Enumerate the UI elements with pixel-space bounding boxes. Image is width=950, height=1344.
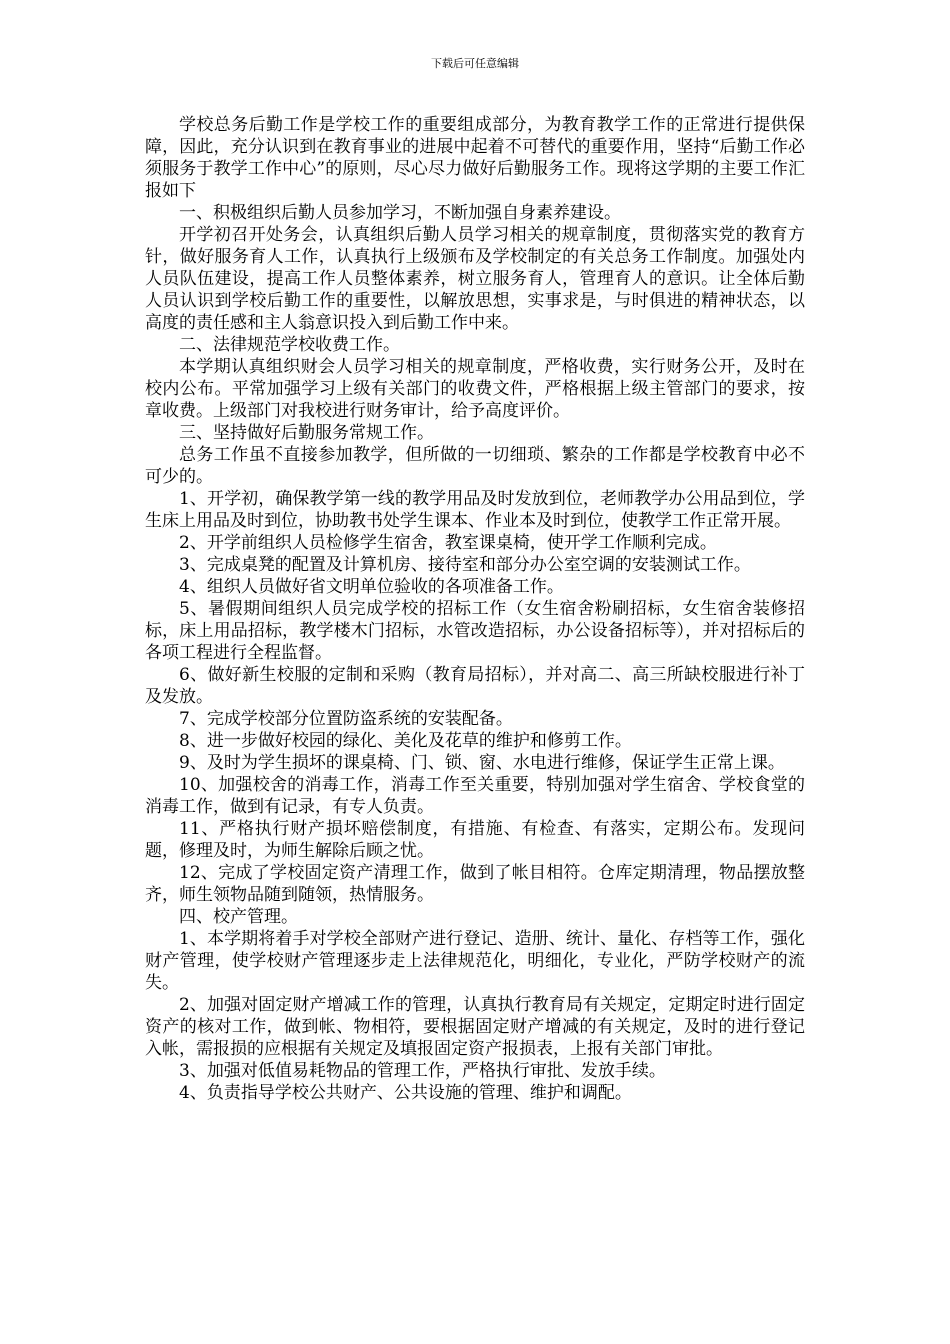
- section-heading-2: 二、法律规范学校收费工作。: [179, 335, 400, 355]
- list-item: 10、加强校舍的消毒工作，消毒工作至关重要，特别加强对学生宿舍、学校食堂的消毒工作，做到有记录，有专人负责。: [145, 775, 805, 817]
- list-item: 6、做好新生校服的定制和采购（教育局招标），并对高二、高三所缺校服进行补丁及发放。: [145, 665, 805, 707]
- section-heading-4: 四、校产管理。: [179, 907, 298, 927]
- list-item: 4、负责指导学校公共财产、公共设施的管理、维护和调配。: [179, 1083, 632, 1103]
- list-item: 12、完成了学校固定资产清理工作，做到了帐目相符。仓库定期清理，物品摆放整齐，师生领物品随到随领，热情服务。: [145, 863, 805, 905]
- list-item: 3、加强对低值易耗物品的管理工作，严格执行审批、发放手续。: [179, 1061, 666, 1081]
- list-item: 4、组织人员做好省文明单位验收的各项准备工作。: [179, 577, 564, 597]
- list-item: 9、及时为学生损坏的课桌椅、门、锁、窗、水电进行维修，保证学生正常上课。: [179, 753, 785, 773]
- section-heading-1: 一、积极组织后勤人员参加学习，不断加强自身素养建设。: [179, 203, 621, 223]
- list-item: 1、本学期将着手对学校全部财产进行登记、造册、统计、量化、存档等工作，强化财产管理，使学校财产管理逐步走上法律规范化，明细化，专业化，严防学校财产的流失。: [145, 929, 805, 993]
- list-item: 2、加强对固定财产增减工作的管理，认真执行教育局有关规定，定期定时进行固定资产的核对工作，做到帐、物相符，要根据固定财产增减的有关规定，及时的进行登记入帐，需报损的应根据有关规定及填报固定资产报损表，上报有关部门审批。: [145, 995, 805, 1059]
- download-editable-note: 下载后可任意编辑: [431, 57, 519, 70]
- list-item: 8、进一步做好校园的绿化、美化及花草的维护和修剪工作。: [179, 731, 632, 751]
- list-item: 5、暑假期间组织人员完成学校的招标工作（女生宿舍粉刷招标，女生宿舍装修招标，床上用品招标，教学楼木门招标，水管改造招标，办公设备招标等），并对招标后的各项工程进行全程监督。: [145, 599, 805, 663]
- section-heading-3: 三、坚持做好后勤服务常规工作。: [179, 423, 434, 443]
- list-item: 11、严格执行财产损坏赔偿制度，有措施、有检查、有落实，定期公布。发现问题，修理及时，为师生解除后顾之忧。: [145, 819, 805, 861]
- paragraph-intro: 学校总务后勤工作是学校工作的重要组成部分，为教育教学工作的正常进行提供保障，因此，充分认识到在教育事业的进展中起着不可替代的重要作用，坚持“后勤工作必须服务于教学工作中心”的原则，尽心尽力做好后勤服务工作。现将这学期的主要工作汇报如下: [145, 115, 805, 201]
- document-body: [145, 114, 805, 1104]
- paragraph: 开学初召开处务会，认真组织后勤人员学习相关的规章制度，贯彻落实党的教育方针，做好服务育人工作，认真执行上级颁布及学校制定的有关总务工作制度。加强处内人员队伍建设，提高工作人员整体素养，树立服务育人，管理育人的意识。让全体后勤人员认识到学校后勤工作的重要性，以解放思想，实事求是，与时俱进的精神状态，以高度的责任感和主人翁意识投入到后勤工作中来。: [145, 225, 805, 333]
- paragraph: 本学期认真组织财会人员学习相关的规章制度，严格收费，实行财务公开，及时在校内公布。平常加强学习上级有关部门的收费文件，严格根据上级主管部门的要求，按章收费。上级部门对我校进行财务审计，给予高度评价。: [145, 357, 805, 421]
- list-item: 2、开学前组织人员检修学生宿舍，教室课桌椅，使开学工作顺利完成。: [179, 533, 717, 553]
- list-item: 7、完成学校部分位置防盗系统的安装配备。: [179, 709, 513, 729]
- list-item: 3、完成桌凳的配置及计算机房、接待室和部分办公室空调的安装测试工作。: [179, 555, 751, 575]
- list-item: 1、开学初，确保教学第一线的教学用品及时发放到位，老师教学办公用品到位，学生床上用品及时到位，协助教书处学生课本、作业本及时到位，使教学工作正常开展。: [145, 489, 805, 531]
- paragraph: 总务工作虽不直接参加教学，但所做的一切细琐、繁杂的工作都是学校教育中必不可少的。: [145, 445, 805, 487]
